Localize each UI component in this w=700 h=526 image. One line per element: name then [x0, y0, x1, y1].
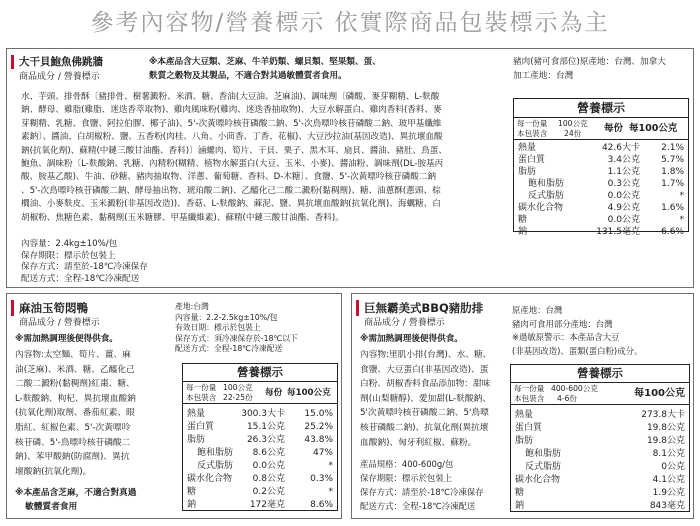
product-panel-buddha-jumps [6, 48, 694, 288]
nutrient-value: * [679, 215, 684, 225]
column-header-per-serving: 每份 [265, 388, 283, 398]
ingredients-line: 芽糊精、乳糖、食鹽、阿拉伯膠、椰子油)、5'-次黃嘌呤核苷磷酸二鈉、5'-次鳥嘌呤核苷磷酸二鈉、玻甲基纖維 [21, 118, 442, 129]
nutrient-label: 鈉 [515, 501, 525, 511]
nutrient-value: 0.2公克 [252, 487, 285, 497]
nutrient-value: 19.8公克 [646, 436, 685, 446]
nutrition-row [511, 500, 689, 513]
product-panel-sesame-duck [6, 293, 342, 519]
nutrient-label: 飽和脂肪 [528, 179, 565, 189]
ingredients-line: L-麩酸鈉、枸杞、異抗壞血酸鈉 [15, 393, 136, 404]
nutrient-value: * [328, 461, 333, 471]
ingredients-line: 素鈉〕、醬油、白胡椒粉、鹽、五香粉(肉桂、八角、小茴香、丁香、花椒)、大豆沙拉油(基因改造)、異抗壞血酸 [21, 132, 443, 143]
product-subtitle: 商品成分 / 營養標示 [19, 72, 100, 82]
origin-line-2: 加工產地：台灣 [513, 71, 574, 81]
origin-line-1: 豬肉(豬可食部位)原產地：台灣、加拿大 [513, 57, 666, 67]
ingredients-line: 鈉(抗氧化劑)、蘇精(中鏈三酸甘油酯、香料)〕滷螺肉、筍片、干貝、栗子、黑木耳、扇貝、醬油、豬肚、鳥蛋、 [21, 145, 447, 156]
product-info-bottom [360, 457, 484, 513]
ingredients-line: 內容物:里肌小排(台灣)、水、糖、 [360, 350, 492, 360]
ingredients-line: 胡椒粉、焦糖色素、黏稠劑(玉米糖膠、甲基纖維素)、蘇精(中鏈三酸甘油酯、香料)。 [21, 212, 344, 223]
nutrient-label: 蛋白質 [518, 155, 546, 165]
nutrient-label: 反式脂肪 [528, 191, 565, 201]
product-panel-bbq-ribs [351, 293, 694, 519]
nutrient-value: 0.0公克 [252, 461, 285, 471]
nutrient-label: 熱量 [515, 410, 534, 420]
nutrition-row [514, 154, 688, 166]
nutrient-label: 蛋白質 [187, 422, 215, 432]
nutrition-row [511, 435, 689, 448]
nutrient-label: 反式脂肪 [525, 462, 562, 472]
ingredients-line: 鈉)、苯甲酸鈉(防腐劑)、異抗 [15, 452, 130, 463]
nutrient-label: 碳水化合物 [187, 474, 233, 484]
nutrition-row [183, 421, 337, 434]
nutrient-label: 脂肪 [518, 167, 537, 177]
nutrient-value: 26.3公克 [246, 435, 285, 445]
nutrient-value: 6.6% [661, 227, 684, 237]
nutrient-value: 1.8% [661, 167, 684, 177]
allergen-notice-line-1: ※本產品含芝麻，不適合對真過 [15, 488, 137, 498]
ingredients-line: 鈉、酵母、雞脂(雞脂、迷迭香萃取物)、雞肉風味粉(雞肉、迷迭香抽取物)、大豆水解蛋白、雞肉香料(香料、麥 [21, 105, 442, 116]
heating-warning: ※需加熱調理後便得供食。 [15, 334, 118, 344]
nutrition-row [514, 142, 688, 154]
nutrient-value: 0.0公克 [607, 191, 640, 201]
product-subtitle: 商品成分 / 營養標示 [19, 318, 100, 328]
ingredients-line: 5'次黃嘌呤核苷磷酸二鈉、5'鳥嘌 [360, 408, 489, 419]
allergen-warning: ※過敏原警示：本產品含大豆 [512, 332, 620, 342]
nutrition-serving-info [511, 383, 689, 405]
origin: 產地:台灣 [175, 302, 209, 311]
nutrient-label: 碳水化合物 [515, 475, 561, 485]
nutrient-value: 1.9公克 [652, 488, 685, 498]
nutrient-value: 0.3% [310, 474, 333, 484]
expiry-date: 有效日期：標示於包裝上 [175, 323, 261, 332]
content-amount: 內容量：2.2-2.5kg±10%/包 [175, 312, 278, 322]
column-header-per-100g: 每100公克 [287, 388, 331, 398]
nutrient-value: * [679, 191, 684, 201]
content-amount: 內容量：2.4kg±10%/包 [21, 239, 118, 249]
nutrition-facts-table [513, 98, 689, 237]
nutrition-row [514, 202, 688, 214]
nutrient-value: 43.8% [304, 435, 333, 445]
column-header-per-serving: 每份 [604, 123, 624, 134]
ingredients-line: 壞酸鈉(抗氧化劑)。 [15, 466, 92, 477]
serving-size-label: 每一份量 [186, 383, 217, 392]
storage-method: 保存方式：須冷凍保存於-18℃以下 [175, 333, 298, 343]
nutrient-label: 熱量 [518, 143, 537, 153]
allergen-notice-line-2: 麩質之穀物及其製品，不適合對其過敏體質者食用。 [149, 71, 347, 81]
nutrient-value: 1.6% [661, 203, 684, 213]
product-name: 巨無霸美式BBQ豬肋排 [356, 300, 483, 316]
nutrient-value: 25.2% [304, 422, 333, 432]
nutrition-row [183, 447, 337, 460]
ingredients-line: 白粉、胡椒香料食品添加物：甜味 [360, 379, 491, 390]
serving-size-value: 100公克 [223, 383, 253, 392]
allergen-notice-line-1: ※本產品含大豆類、芝麻、牛羊奶類、螺貝類、堅果類、蛋、 [149, 57, 381, 67]
nutrient-label: 鈉 [187, 500, 197, 510]
ingredients-line: 櫚油、小麥麩皮、玉米澱粉(非基因改造))、香菇、L-麩酸鈉、蔴泥、鹽、異抗壞血酸鈉(抗氧化劑)、海蠣糖、白 [21, 199, 441, 210]
nutrient-value: 1.7% [661, 179, 684, 189]
ingredients-line: 酸、胺基乙酸)、牛油、砂糖、豬肉抽取物、洋蔥、葡萄糖、香料、D-木糖〕、食鹽、5'-次黃嘌呤核苷磷酸二鈉 [21, 172, 437, 183]
nutrition-row [514, 190, 688, 202]
nutrition-row [514, 226, 688, 238]
nutrient-value: 273.8大卡 [641, 410, 685, 420]
nutrient-value: 3.4公克 [607, 155, 640, 165]
ingredients-block [15, 348, 177, 479]
delivery-method: 配送方式：全程-18℃冷凍配送 [175, 344, 283, 353]
nutrient-label: 糖 [518, 215, 528, 225]
nutrient-value: 0.3公克 [607, 179, 640, 189]
nutrient-value: 15.0% [304, 409, 333, 419]
nutrient-value: 843毫克 [649, 501, 685, 511]
product-spec: 產品規格：400-600g/包 [360, 459, 454, 469]
nutrient-value: 8.6公克 [252, 448, 285, 458]
delivery-method: 配送方式：全程-18℃冷凍配送 [21, 273, 140, 284]
servings-label: 本包裝含 [186, 393, 217, 402]
column-header-per-100g: 每100公克 [629, 123, 678, 134]
nutrient-value: 47% [312, 448, 333, 458]
nutrient-label: 碳水化合物 [518, 203, 564, 213]
storage-method: 保存方式：請至於-18℃冷凍保存 [21, 262, 148, 272]
nutrition-facts-table [182, 363, 338, 511]
product-name: 大干貝鮑魚佛跳牆 [11, 55, 103, 69]
nutrient-label: 飽和脂肪 [525, 449, 562, 459]
nutrient-value: 8.6% [310, 500, 333, 510]
nutrient-value: * [328, 487, 333, 497]
ingredients-line: 核苷磷、5'-鳥嘌呤核苷磷酸二 [15, 437, 131, 448]
serving-size-value: 100公克 [558, 119, 588, 128]
nutrition-row [511, 474, 689, 487]
nutrition-row [511, 487, 689, 500]
servings-value: 22-25份 [223, 393, 253, 402]
nutrient-label: 蛋白質 [515, 423, 543, 433]
column-header-per-100g: 每100公克 [634, 388, 685, 399]
product-subtitle: 商品成分 / 營養標示 [364, 318, 445, 328]
nutrient-value: 131.5毫克 [596, 227, 640, 237]
ingredients-line: 核苷磷酸二鈉)、抗氧化劑(異抗壞 [360, 422, 489, 433]
ingredients-line: 脂紅、紅椒色素、5'-次黃嘌呤 [15, 422, 131, 433]
nutrient-label: 糖 [515, 488, 525, 498]
nutrient-label: 反式脂肪 [197, 461, 234, 471]
nutrient-value: 1.1公克 [607, 167, 640, 177]
nutrient-value: 300.3大卡 [241, 409, 285, 419]
nutrient-label: 脂肪 [187, 435, 206, 445]
ingredients-line: 鮑魚、調味粉〔L-麩酸鈉、乳糖、內精粉(糊精、植物水解蛋白(大豆、玉米、小麥)、醬油粉、調味劑(DL-胺基丙 [21, 159, 444, 170]
product-info-right [512, 304, 642, 358]
nutrition-title: 營養標示 [514, 99, 688, 118]
nutrient-value: 19.8公克 [646, 423, 685, 433]
heating-warning: ※需加熱調理後便得供食。 [360, 334, 463, 344]
nutrition-row [511, 461, 689, 474]
product-info-block [175, 302, 298, 355]
nutrition-row [183, 434, 337, 447]
nutrient-value: 2.1% [661, 143, 684, 153]
ingredients-line: (抗氧化劑)取劑、番茄紅素、眼 [15, 408, 135, 419]
page-title: 參考內容物/營養標示 依實際商品包裝標示為主 [90, 10, 610, 36]
ingredients-block [360, 348, 512, 450]
nutrient-label: 鈉 [518, 227, 528, 237]
nutrient-value: 4.1公克 [652, 475, 685, 485]
nutrient-label: 脂肪 [515, 436, 534, 446]
storage-method: 保存方式：請至於-18℃冷凍保存 [360, 487, 484, 497]
nutrition-row [511, 448, 689, 461]
ingredients-line: 油(芝麻)、米酒、糖、乙醯化己 [15, 364, 135, 375]
nutrient-value: 5.7% [661, 155, 684, 165]
allergen-notice-line-2: 敏體質者食用 [25, 502, 78, 512]
product-name: 麻油玉筍悶鴨 [11, 300, 88, 316]
ingredients-block [21, 91, 507, 225]
nutrient-value: 172毫克 [249, 500, 285, 510]
nutrient-value: 0.8公克 [252, 474, 285, 484]
nutrition-title: 營養標示 [183, 364, 337, 382]
ingredients-line: 血酸鈉)、匈牙利紅椒、蘇粉。 [360, 437, 477, 448]
nutrition-row [183, 473, 337, 486]
servings-label: 本包裝含 [517, 129, 548, 138]
shelf-life: 保存期限：標示於包裝上 [21, 250, 116, 261]
ingredients-line: 、5'-次鳥嘌呤核苷磷酸二鈉、酵母抽出物、琥珀酸二鈉)、乙醯化己二酸二澱粉(黏稠劑)、糖、油蔥酥(蔥頭、棕 [21, 185, 441, 196]
nutrient-value: 0.0公克 [607, 215, 640, 225]
nutrition-row [511, 422, 689, 435]
ingredients-line: 食鹽、大豆蛋白(非基因改造)、蛋 [360, 364, 489, 375]
nutrition-row [183, 460, 337, 473]
allergen-warning-cont: (非基因改造)、蛋類(蛋白粉)成分。 [512, 345, 643, 356]
nutrient-label: 飽和脂肪 [197, 448, 234, 458]
nutrient-value: 15.1公克 [246, 422, 285, 432]
delivery-method: 配送方式：全程-18℃冷凍配送 [360, 501, 476, 511]
ingredients-line: 二酸二澱粉(黏稠劑)紅棗、糖、 [15, 379, 135, 390]
serving-size-label: 每一份量 [517, 119, 548, 128]
nutrient-value: 8.1公克 [652, 449, 685, 459]
storage-block [21, 239, 148, 285]
nutrition-row [183, 499, 337, 512]
ingredients-line: 劑(山梨糖醇)、愛加甜(L-麩酸鈉、 [360, 393, 491, 404]
shelf-life: 保存期限：標示於包裝上 [360, 473, 453, 483]
nutrition-row [511, 409, 689, 422]
ingredients-line: 水、芋頭、排骨酥〔豬排骨、樹薯澱粉、米酒、糖、香油(大豆油、芝麻油)、調味劑〔磷酸、麥芽糊精、L-麩酸 [21, 92, 440, 102]
nutrient-label: 熱量 [187, 409, 206, 419]
serving-size-label: 每一份量 [514, 384, 545, 393]
servings-label: 本包裝含 [514, 394, 545, 403]
nutrient-value: 0公克 [661, 462, 685, 472]
nutrient-value: 42.6大卡 [601, 143, 640, 153]
nutrient-label: 糖 [187, 487, 197, 497]
nutrition-serving-info [514, 118, 688, 140]
servings-value: 24份 [564, 129, 582, 138]
serving-size-value: 400-600公克 [551, 384, 598, 393]
nutrition-row [183, 486, 337, 499]
pork-origin: 豬肉可食用部分產地：台灣 [512, 318, 613, 329]
servings-value: 4-6份 [557, 394, 577, 403]
origin: 原產地：台灣 [512, 305, 563, 315]
nutrition-facts-table [510, 364, 690, 512]
nutrition-row [514, 214, 688, 226]
nutrition-row [514, 166, 688, 178]
ingredients-line: 內容物:太空麵、筍片、薑、麻 [15, 350, 131, 360]
nutrition-row [514, 178, 688, 190]
nutrition-title: 營養標示 [511, 365, 689, 383]
nutrition-row [183, 408, 337, 421]
nutrition-serving-info [183, 382, 337, 404]
nutrient-value: 4.9公克 [607, 203, 640, 213]
